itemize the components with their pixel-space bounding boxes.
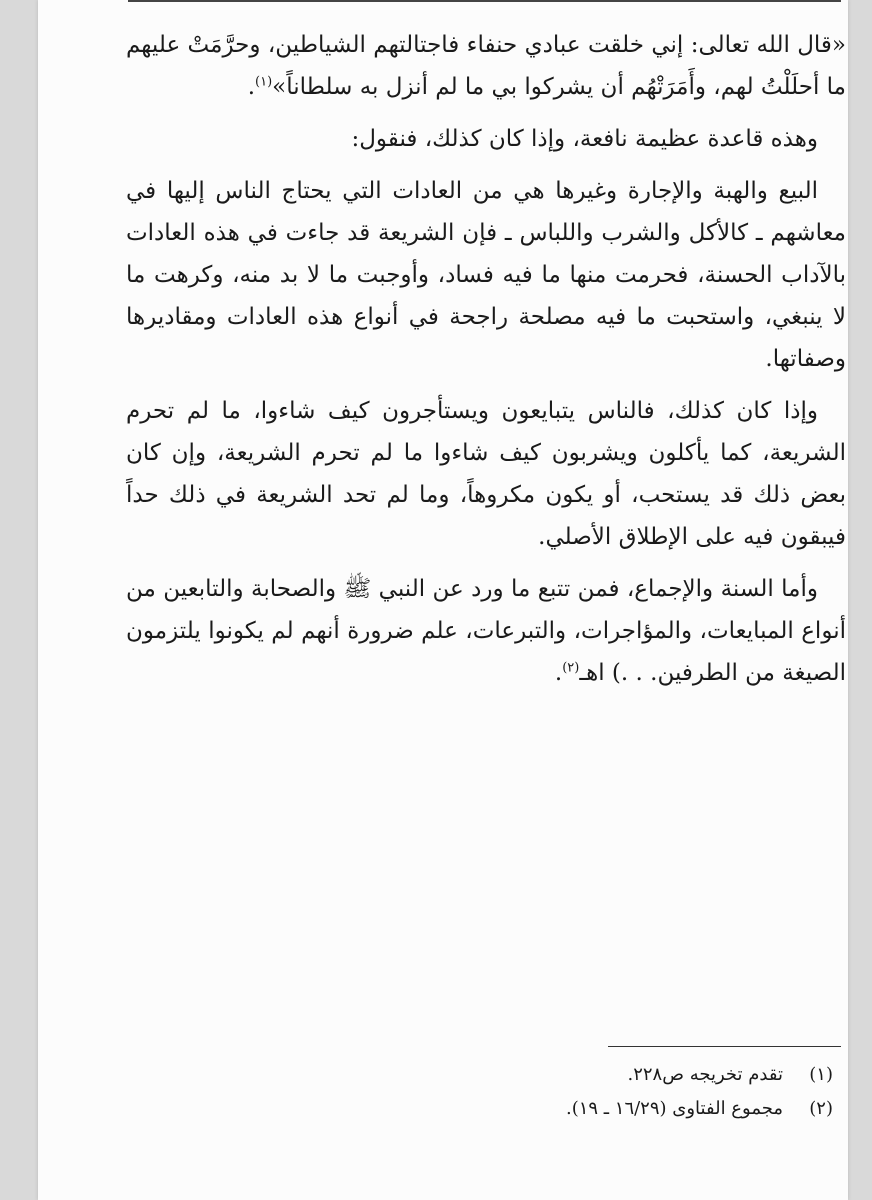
top-rule xyxy=(128,0,841,2)
paragraph-sunnah xyxy=(126,568,846,694)
footnote-ref-2[interactable]: (٢) xyxy=(562,660,580,676)
footnote-ref-1[interactable]: (١) xyxy=(255,74,273,90)
paragraph-rule: وهذه قاعدة عظيمة نافعة، وإذا كان كذلك، فنقول: xyxy=(351,126,818,152)
book-page xyxy=(38,0,848,1200)
footnote-number: (١) xyxy=(809,1064,833,1085)
footnote-text: تقدم تخريجه ص٢٢٨. xyxy=(627,1064,783,1085)
quote-end: . xyxy=(247,74,256,100)
sunnah-end: . xyxy=(554,660,563,686)
paragraph-quote xyxy=(126,24,846,108)
sunnah-text: وأما السنة والإجماع، فمن تتبع ما ورد عن النبي ﷺ والصحابة والتابعين من أنواع المبايعات، والمؤاجرات، والتبرعات، علم ضرورة أنهم لم يكونوا يلتزمون الصيغة من الطرفين. . .) اهـ xyxy=(126,576,846,686)
footnote-2 xyxy=(438,1092,833,1126)
footnote-number: (٢) xyxy=(809,1098,833,1119)
footnote-text: مجموع الفتاوى (١٦/٢٩ ـ ١٩). xyxy=(565,1098,783,1119)
footnote-separator xyxy=(608,1046,841,1047)
paragraph-customs: البيع والهبة والإجارة وغيرها هي من العادات التي يحتاج الناس إليها في معاشهم ـ كالأكل والشرب واللباس ـ فإن الشريعة قد جاءت في هذه العادات بالآداب الحسنة، فحرمت منها ما فيه فساد، وأوجبت ما لا بد منه، وكرهت ما لا ينبغي، واستحبت ما فيه مصلحة راجحة في أنواع هذه العادات ومقاديرها وصفاتها. xyxy=(126,178,846,372)
footnotes xyxy=(438,1058,833,1126)
paragraph-people: وإذا كان كذلك، فالناس يتبايعون ويستأجرون كيف شاءوا، ما لم تحرم الشريعة، كما يأكلون ويشربون كيف شاءوا ما لم تحرم الشريعة، وإن كان بعض ذلك قد يستحب، أو يكون مكروهاً، وما لم تحد الشريعة في ذلك حداً فيبقون فيه على الإطلاق الأصلي. xyxy=(126,398,846,550)
footnote-1 xyxy=(438,1058,833,1092)
quote-text: «قال الله تعالى: إني خلقت عبادي حنفاء فاجتالتهم الشياطين، وحرَّمَتْ عليهم ما أحلَلْتُ لهم، وأَمَرَتْهُم أن يشركوا بي ما لم أنزل به سلطاناً» xyxy=(126,32,846,100)
main-text xyxy=(126,24,846,694)
